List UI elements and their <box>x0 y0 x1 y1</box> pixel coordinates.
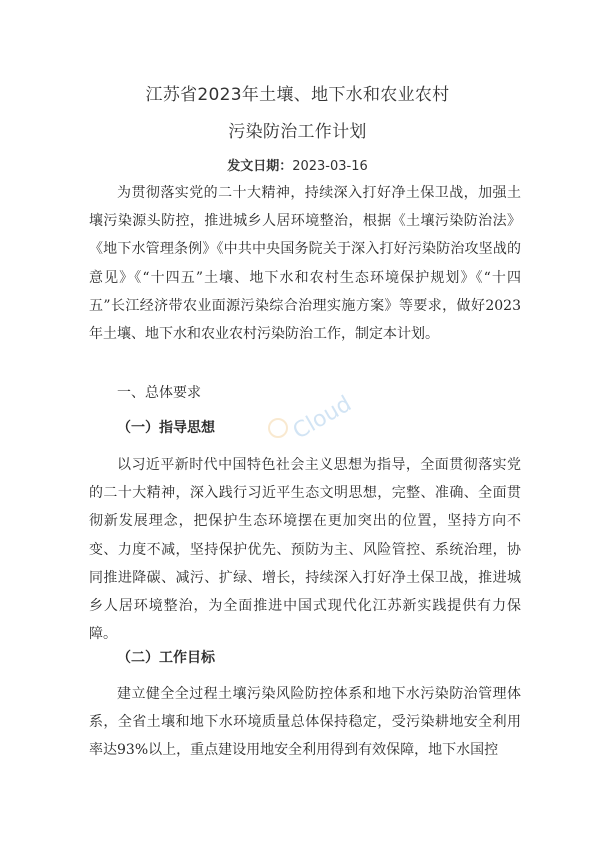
guiding-ideology-paragraph: 以习近平新时代中国特色社会主义思想为指导，全面贯彻落实党的二十大精神，深入践行习近平生态文明思想，完整、准确、全面贯彻新发展理念，把保护生态环境摆在更加突出的位置，坚持方向不变、力度不减，坚持保护优先、预防为主、风险管控、系统治理，协同推进降碳、减污、扩绿、增长，持续深入打好净土保卫战，推进城乡人居环境整治，为全面推进中国式现代化江苏新实践提供有力保障。 <box>89 457 521 643</box>
work-goals-paragraph: 建立健全全过程土壤污染风险防控体系和地下水污染防治管理体系，全省土壤和地下水环境质量总体保持稳定，受污染耕地安全利用率达93%以上，重点建设用地安全利用得到有效保障，地下水国控 <box>89 686 521 759</box>
subheading-guiding-ideology: （一）指导思想 <box>117 420 215 436</box>
publish-date <box>0 155 595 174</box>
date-label: 发文日期： <box>227 159 293 174</box>
watermark-text: Cloud <box>288 391 356 445</box>
section-heading-general-requirements: 一、总体要求 <box>117 385 201 401</box>
date-value: 2023-03-16 <box>292 159 368 174</box>
intro-paragraph: 为贯彻落实党的二十大精神，持续深入打好净土保卫战，加强土壤污染源头防控，推进城乡人居环境整治，根据《土壤污染防治法》《地下水管理条例》《中共中央国务院关于深入打好污染防治攻坚战的意见》《“十四五”土壤、地下水和农村生态环境保护规划》《“十四五”长江经济带农业面源污染综合治理实施方案》等要求，做好2023年土壤、地下水和农业农村污染防治工作，制定本计划。 <box>89 185 521 343</box>
document-title-line2: 污染防治工作计划 <box>228 122 367 142</box>
cloud-watermark-logo <box>258 380 358 450</box>
document-title-line1: 江苏省2023年土壤、地下水和农业农村 <box>145 85 450 105</box>
subheading-work-goals: （二）工作目标 <box>117 650 215 666</box>
